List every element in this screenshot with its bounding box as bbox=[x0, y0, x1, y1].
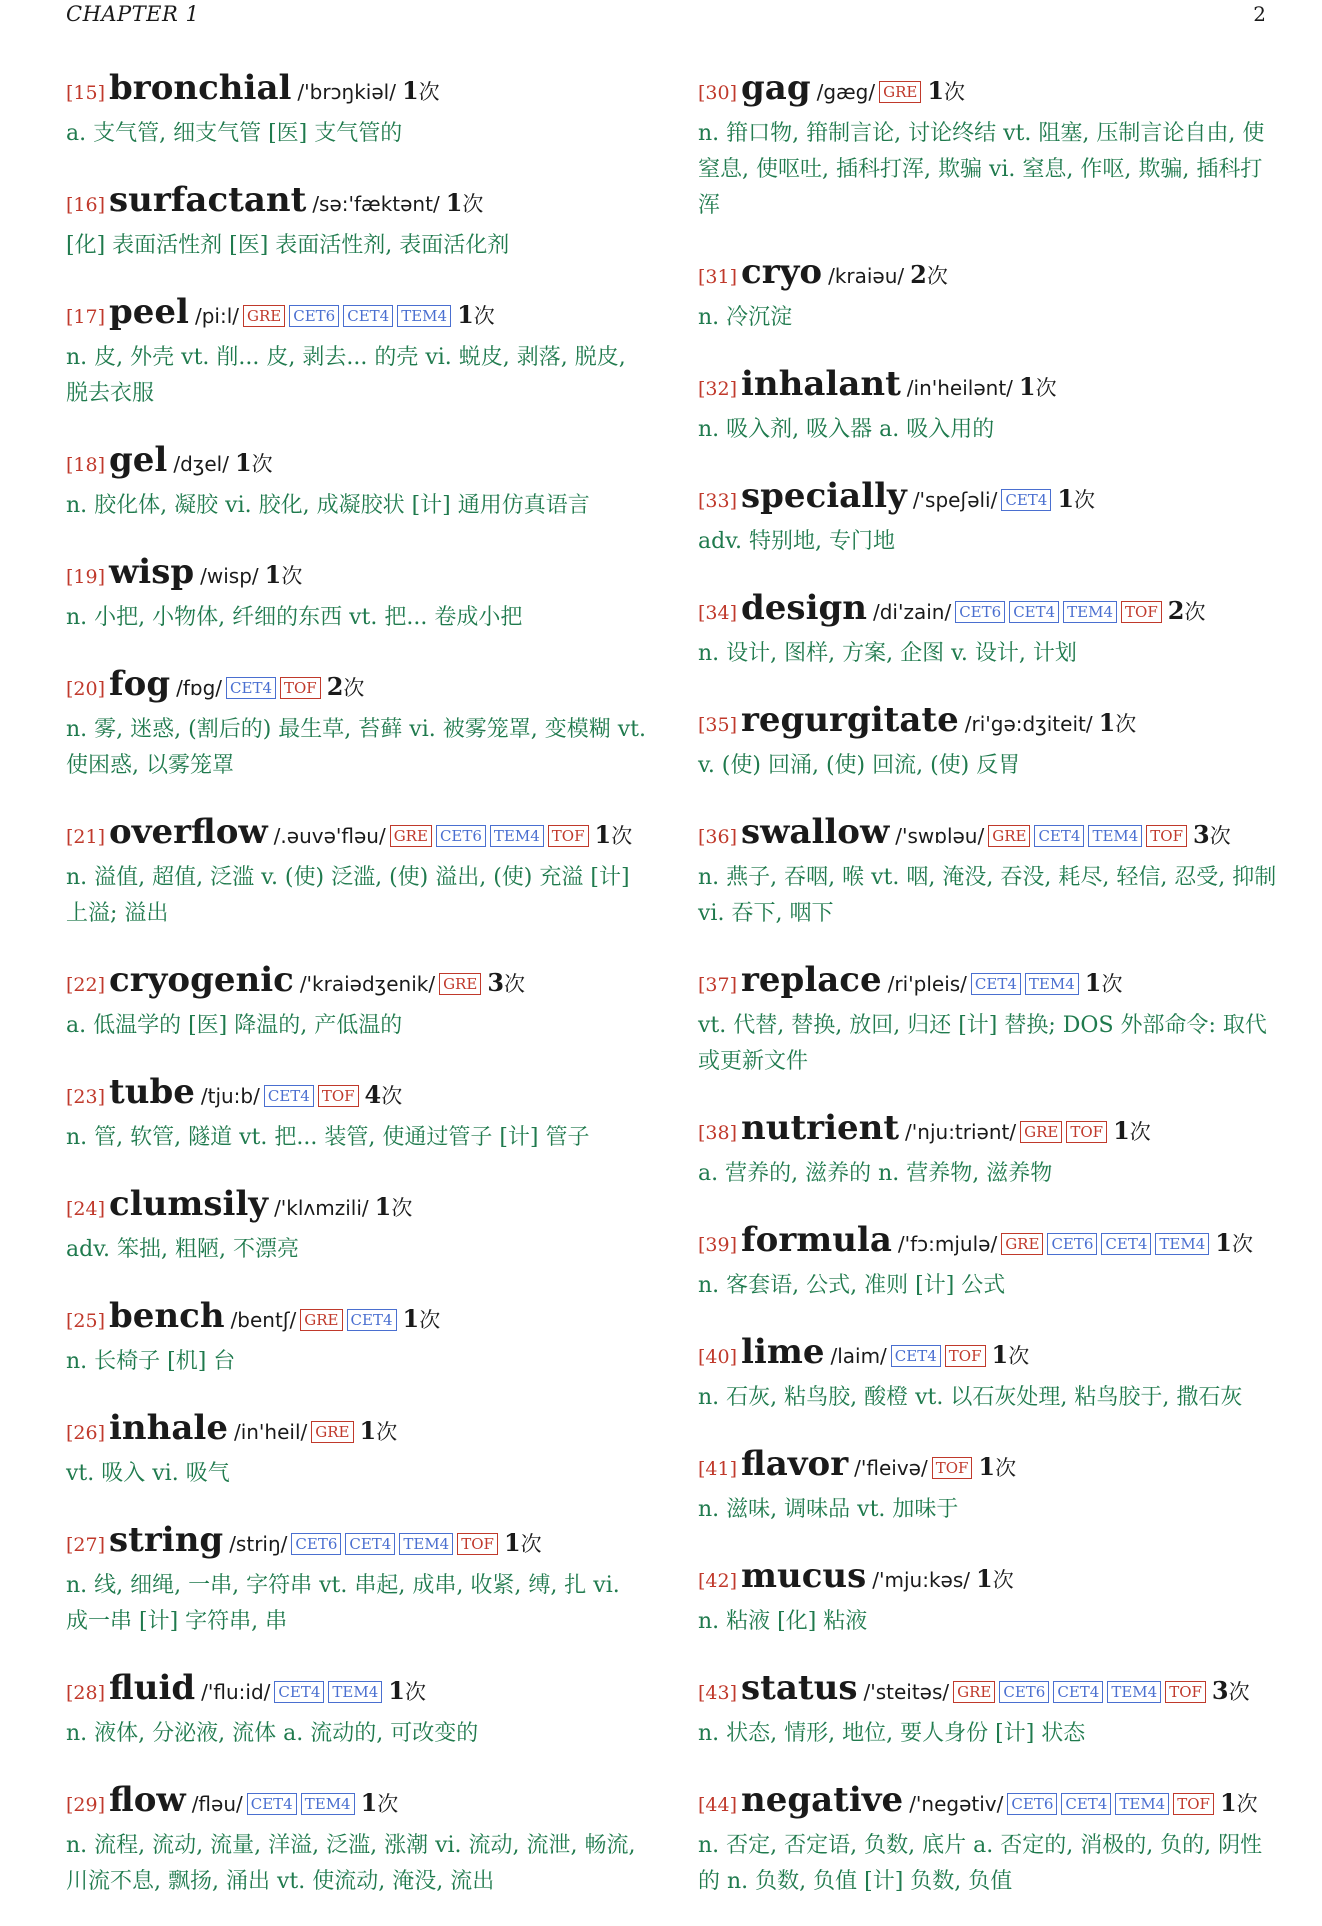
headword: tube bbox=[109, 1072, 195, 1112]
headword: flavor bbox=[741, 1444, 849, 1484]
headword: gag bbox=[741, 68, 811, 108]
headword: negative bbox=[741, 1780, 904, 1820]
exam-tag-tof: TOF bbox=[318, 1085, 359, 1107]
exam-tag-tof: TOF bbox=[932, 1457, 973, 1479]
entry-index: [41] bbox=[698, 1458, 738, 1480]
definition: n. 流程, 流动, 流量, 洋溢, 泛滥, 涨潮 vi. 流动, 流泄, 畅流, 川流不息, 飘扬, 涌出 vt. 使流动, 淹没, 流出 bbox=[66, 1833, 636, 1894]
vocab-entry bbox=[698, 474, 1278, 560]
entry-index: [42] bbox=[698, 1570, 738, 1592]
count-unit: 次 bbox=[391, 1196, 413, 1220]
entry-index: [19] bbox=[66, 566, 106, 588]
exam-tag-cet4: CET4 bbox=[1053, 1681, 1103, 1703]
exam-tag-gre: GRE bbox=[879, 81, 921, 103]
vocab-entry bbox=[698, 1106, 1278, 1192]
count-unit: 次 bbox=[520, 1532, 542, 1556]
exam-tag-cet6: CET6 bbox=[999, 1681, 1049, 1703]
pronunciation: /'swɒləu/ bbox=[895, 824, 985, 848]
definition: vt. 吸入 vi. 吸气 bbox=[66, 1461, 230, 1486]
pronunciation: /di'zain/ bbox=[872, 600, 952, 624]
pronunciation: /'flu:id/ bbox=[201, 1680, 271, 1704]
definition: n. 滋味, 调味品 vt. 加味于 bbox=[698, 1497, 959, 1522]
headword-line bbox=[698, 250, 1278, 300]
entry-index: [35] bbox=[698, 714, 738, 736]
page-header bbox=[66, 2, 1266, 28]
exam-tag-tem4: TEM4 bbox=[1063, 601, 1117, 623]
occurrence-count: 1 bbox=[402, 1304, 420, 1333]
vocab-entry bbox=[698, 66, 1278, 224]
occurrence-count: 1 bbox=[360, 1788, 378, 1817]
entry-index: [17] bbox=[66, 306, 106, 328]
entry-index: [25] bbox=[66, 1310, 106, 1332]
vocab-entry bbox=[66, 550, 646, 636]
pronunciation: /'fleivə/ bbox=[854, 1456, 928, 1480]
vocab-entry bbox=[66, 810, 646, 932]
occurrence-count: 1 bbox=[1084, 968, 1102, 997]
exam-tag-tof: TOF bbox=[457, 1533, 498, 1555]
headword: fog bbox=[109, 664, 171, 704]
left-column bbox=[66, 66, 646, 1926]
definition: n. 燕子, 吞咽, 喉 vt. 咽, 淹没, 吞没, 耗尽, 轻信, 忍受, 抑制 vi. 吞下, 咽下 bbox=[698, 865, 1277, 926]
count-unit: 次 bbox=[1236, 1792, 1258, 1816]
entry-index: [31] bbox=[698, 266, 738, 288]
headword-line bbox=[698, 810, 1278, 860]
count-unit: 次 bbox=[281, 564, 303, 588]
page-number: 2 bbox=[1253, 2, 1266, 26]
headword-line bbox=[66, 1666, 646, 1716]
occurrence-count: 1 bbox=[978, 1452, 996, 1481]
entry-index: [23] bbox=[66, 1086, 106, 1108]
occurrence-count: 1 bbox=[1219, 1788, 1237, 1817]
exam-tag-gre: GRE bbox=[390, 825, 432, 847]
occurrence-count: 1 bbox=[401, 76, 419, 105]
pronunciation: /ri'gə:dʒiteit/ bbox=[964, 712, 1093, 736]
exam-tag-cet4: CET4 bbox=[1101, 1233, 1151, 1255]
definition: adv. 特别地, 专门地 bbox=[698, 529, 895, 554]
definition: n. 溢值, 超值, 泛滥 v. (使) 泛滥, (使) 溢出, (使) 充溢 [计] 上溢; 溢出 bbox=[66, 865, 630, 926]
pronunciation: /'brɔŋkiəl/ bbox=[297, 80, 396, 104]
occurrence-count: 1 bbox=[1018, 372, 1036, 401]
exam-tag-cet4: CET4 bbox=[247, 1793, 297, 1815]
pronunciation: /'mju:kəs/ bbox=[872, 1568, 971, 1592]
exam-tag-cet6: CET6 bbox=[289, 305, 339, 327]
entry-index: [32] bbox=[698, 378, 738, 400]
exam-tag-tem4: TEM4 bbox=[1107, 1681, 1161, 1703]
occurrence-count: 2 bbox=[326, 672, 344, 701]
vocab-entry bbox=[698, 1330, 1278, 1416]
entry-index: [33] bbox=[698, 490, 738, 512]
entry-index: [22] bbox=[66, 974, 106, 996]
headword: lime bbox=[741, 1332, 825, 1372]
pronunciation: /'speʃəli/ bbox=[912, 488, 998, 512]
entry-index: [44] bbox=[698, 1794, 738, 1816]
vocab-entry bbox=[66, 1666, 646, 1752]
definition: n. 小把, 小物体, 纤细的东西 vt. 把... 卷成小把 bbox=[66, 605, 523, 630]
headword: bench bbox=[109, 1296, 225, 1336]
vocab-entry bbox=[698, 698, 1278, 784]
entry-index: [27] bbox=[66, 1534, 106, 1556]
headword-line bbox=[66, 1182, 646, 1232]
headword: specially bbox=[741, 476, 907, 516]
count-unit: 次 bbox=[473, 304, 495, 328]
count-unit: 次 bbox=[377, 1792, 399, 1816]
pronunciation: /laim/ bbox=[830, 1344, 887, 1368]
vocab-entry bbox=[66, 1778, 646, 1900]
count-unit: 次 bbox=[1184, 600, 1206, 624]
exam-tag-cet4: CET4 bbox=[1034, 825, 1084, 847]
exam-tag-cet4: CET4 bbox=[264, 1085, 314, 1107]
headword-line bbox=[698, 1666, 1278, 1716]
count-unit: 次 bbox=[926, 264, 948, 288]
occurrence-count: 1 bbox=[234, 448, 252, 477]
headword: fluid bbox=[109, 1668, 196, 1708]
exam-tag-tem4: TEM4 bbox=[397, 305, 451, 327]
headword: surfactant bbox=[109, 180, 307, 220]
occurrence-count: 1 bbox=[359, 1416, 377, 1445]
pronunciation: /'fɔ:mjulə/ bbox=[897, 1232, 998, 1256]
definition: n. 状态, 情形, 地位, 要人身份 [计] 状态 bbox=[698, 1721, 1086, 1746]
occurrence-count: 2 bbox=[910, 260, 927, 289]
headword-line bbox=[66, 550, 646, 600]
definition: a. 支气管, 细支气管 [医] 支气管的 bbox=[66, 121, 403, 146]
exam-tag-cet6: CET6 bbox=[1007, 1793, 1057, 1815]
pronunciation: /pi:l/ bbox=[194, 304, 239, 328]
exam-tag-gre: GRE bbox=[243, 305, 285, 327]
entry-index: [26] bbox=[66, 1422, 106, 1444]
pronunciation: /in'heil/ bbox=[233, 1420, 308, 1444]
pronunciation: /'klʌmzili/ bbox=[274, 1196, 369, 1220]
exam-tag-gre: GRE bbox=[988, 825, 1030, 847]
headword-line bbox=[66, 178, 646, 228]
definition: n. 长椅子 [机] 台 bbox=[66, 1349, 236, 1374]
definition: n. 箝口物, 箝制言论, 讨论终结 vt. 阻塞, 压制言论自由, 使窒息, 使呕吐, 插科打浑, 欺骗 vi. 窒息, 作呕, 欺骗, 插科打浑 bbox=[698, 121, 1265, 218]
pronunciation: /'steitəs/ bbox=[863, 1680, 950, 1704]
vocab-entry bbox=[66, 438, 646, 524]
count-unit: 次 bbox=[992, 1568, 1014, 1592]
exam-tag-gre: GRE bbox=[300, 1309, 342, 1331]
headword-line bbox=[66, 1778, 646, 1828]
count-unit: 次 bbox=[1008, 1344, 1030, 1368]
pronunciation: /gæg/ bbox=[816, 80, 876, 104]
headword-line bbox=[698, 1218, 1278, 1268]
definition: v. (使) 回涌, (使) 回流, (使) 反胃 bbox=[698, 753, 1021, 778]
exam-tag-gre: GRE bbox=[1001, 1233, 1043, 1255]
exam-tag-cet4: CET4 bbox=[226, 677, 276, 699]
vocab-entry bbox=[66, 66, 646, 152]
count-unit: 次 bbox=[376, 1420, 398, 1444]
exam-tag-tof: TOF bbox=[945, 1345, 986, 1367]
definition: n. 否定, 否定语, 负数, 底片 a. 否定的, 消极的, 负的, 阴性的 n. 负数, 负值 [计] 负数, 负值 bbox=[698, 1833, 1263, 1894]
entry-index: [16] bbox=[66, 194, 106, 216]
headword: inhale bbox=[109, 1408, 228, 1448]
count-unit: 次 bbox=[404, 1680, 426, 1704]
occurrence-count: 1 bbox=[1057, 484, 1075, 513]
exam-tag-gre: GRE bbox=[439, 973, 481, 995]
headword-line bbox=[698, 698, 1278, 748]
headword-line bbox=[698, 958, 1278, 1008]
count-unit: 次 bbox=[381, 1084, 403, 1108]
definition: n. 管, 软管, 隧道 vt. 把... 装管, 使通过管子 [计] 管子 bbox=[66, 1125, 590, 1150]
count-unit: 次 bbox=[1231, 1232, 1253, 1256]
count-unit: 次 bbox=[944, 80, 966, 104]
vocab-entry bbox=[698, 586, 1278, 672]
headword-line bbox=[698, 1330, 1278, 1380]
exam-tag-tem4: TEM4 bbox=[1088, 825, 1142, 847]
headword-line bbox=[66, 958, 646, 1008]
occurrence-count: 1 bbox=[976, 1564, 993, 1593]
entry-index: [18] bbox=[66, 454, 106, 476]
definition: vt. 代替, 替换, 放回, 归还 [计] 替换; DOS 外部命令: 取代或更新文件 bbox=[698, 1013, 1267, 1074]
right-column bbox=[698, 66, 1278, 1926]
pronunciation: /in'heilənt/ bbox=[906, 376, 1013, 400]
pronunciation: /fɒg/ bbox=[176, 676, 223, 700]
exam-tag-cet4: CET4 bbox=[1061, 1793, 1111, 1815]
headword-line bbox=[66, 290, 646, 340]
exam-tag-cet4: CET4 bbox=[343, 305, 393, 327]
exam-tag-cet6: CET6 bbox=[955, 601, 1005, 623]
occurrence-count: 1 bbox=[388, 1676, 405, 1705]
definition: n. 客套语, 公式, 准则 [计] 公式 bbox=[698, 1273, 1006, 1298]
headword: wisp bbox=[109, 552, 195, 592]
headword-line bbox=[698, 1442, 1278, 1492]
vocab-entry bbox=[698, 1218, 1278, 1304]
exam-tag-tem4: TEM4 bbox=[490, 825, 544, 847]
pronunciation: /'kraiədʒenik/ bbox=[299, 972, 436, 996]
headword: cryo bbox=[741, 252, 823, 292]
vocab-entry bbox=[698, 958, 1278, 1080]
definition: n. 皮, 外壳 vt. 削... 皮, 剥去... 的壳 vi. 蜕皮, 剥落, 脱皮, 脱去衣服 bbox=[66, 345, 626, 406]
pronunciation: /striŋ/ bbox=[229, 1532, 288, 1556]
definition: n. 设计, 图样, 方案, 企图 v. 设计, 计划 bbox=[698, 641, 1077, 666]
definition: n. 粘液 [化] 粘液 bbox=[698, 1609, 868, 1634]
headword: peel bbox=[109, 292, 189, 332]
headword-line bbox=[66, 1406, 646, 1456]
exam-tag-cet4: CET4 bbox=[1001, 489, 1051, 511]
vocab-entry bbox=[698, 1778, 1278, 1900]
exam-tag-cet6: CET6 bbox=[1047, 1233, 1097, 1255]
chapter-title: CHAPTER 1 bbox=[66, 2, 200, 26]
count-unit: 次 bbox=[1035, 376, 1057, 400]
pronunciation: /bentʃ/ bbox=[230, 1308, 297, 1332]
occurrence-count: 1 bbox=[445, 188, 463, 217]
exam-tag-tof: TOF bbox=[1173, 1793, 1214, 1815]
pronunciation: /.əuvə'fləu/ bbox=[273, 824, 386, 848]
vocab-entry bbox=[66, 1294, 646, 1380]
occurrence-count: 3 bbox=[1211, 1676, 1229, 1705]
count-unit: 次 bbox=[343, 676, 365, 700]
exam-tag-tof: TOF bbox=[1165, 1681, 1206, 1703]
occurrence-count: 1 bbox=[1113, 1116, 1130, 1145]
definition: n. 雾, 迷惑, (割后的) 最生草, 苔藓 vi. 被雾笼罩, 变模糊 vt. 使困惑, 以雾笼罩 bbox=[66, 717, 646, 778]
definition: [化] 表面活性剂 [医] 表面活性剂, 表面活化剂 bbox=[66, 233, 510, 258]
headword-line bbox=[698, 1554, 1278, 1604]
occurrence-count: 1 bbox=[374, 1192, 392, 1221]
entry-index: [21] bbox=[66, 826, 106, 848]
exam-tag-tem4: TEM4 bbox=[399, 1533, 453, 1555]
count-unit: 次 bbox=[611, 824, 633, 848]
occurrence-count: 4 bbox=[364, 1080, 382, 1109]
exam-tag-cet4: CET4 bbox=[347, 1309, 397, 1331]
headword: gel bbox=[109, 440, 168, 480]
entry-index: [28] bbox=[66, 1682, 106, 1704]
vocab-entry bbox=[66, 1406, 646, 1492]
vocab-entry bbox=[66, 178, 646, 264]
exam-tag-gre: GRE bbox=[311, 1421, 353, 1443]
occurrence-count: 1 bbox=[503, 1528, 521, 1557]
vocab-entry bbox=[698, 250, 1278, 336]
headword: cryogenic bbox=[109, 960, 294, 1000]
entry-index: [29] bbox=[66, 1794, 106, 1816]
count-unit: 次 bbox=[1209, 824, 1231, 848]
entry-index: [38] bbox=[698, 1122, 738, 1144]
entry-index: [39] bbox=[698, 1234, 738, 1256]
headword: status bbox=[741, 1668, 858, 1708]
count-unit: 次 bbox=[995, 1456, 1017, 1480]
headword-line bbox=[66, 662, 646, 712]
count-unit: 次 bbox=[418, 80, 440, 104]
exam-tag-gre: GRE bbox=[1020, 1121, 1062, 1143]
pronunciation: /kraiəu/ bbox=[828, 264, 905, 288]
count-unit: 次 bbox=[504, 972, 526, 996]
exam-tag-tof: TOF bbox=[548, 825, 589, 847]
pronunciation: /'nju:triənt/ bbox=[905, 1120, 1017, 1144]
exam-tag-cet4: CET4 bbox=[274, 1681, 324, 1703]
exam-tag-tem4: TEM4 bbox=[1025, 973, 1079, 995]
entry-index: [34] bbox=[698, 602, 738, 624]
occurrence-count: 3 bbox=[1193, 820, 1210, 849]
exam-tag-tem4: TEM4 bbox=[301, 1793, 355, 1815]
count-unit: 次 bbox=[251, 452, 273, 476]
headword: regurgitate bbox=[741, 700, 959, 740]
vocab-entry bbox=[698, 810, 1278, 932]
exam-tag-cet4: CET4 bbox=[1009, 601, 1059, 623]
definition: n. 冷沉淀 bbox=[698, 305, 793, 330]
vocab-entry bbox=[698, 1442, 1278, 1528]
headword-line bbox=[698, 66, 1278, 116]
entry-index: [15] bbox=[66, 82, 106, 104]
headword: flow bbox=[109, 1780, 186, 1820]
headword-line bbox=[698, 474, 1278, 524]
exam-tag-tem4: TEM4 bbox=[1155, 1233, 1209, 1255]
exam-tag-cet6: CET6 bbox=[436, 825, 486, 847]
headword-line bbox=[698, 1106, 1278, 1156]
vocab-entry bbox=[66, 662, 646, 784]
headword: formula bbox=[741, 1220, 892, 1260]
pronunciation: /dʒel/ bbox=[173, 452, 229, 476]
headword: design bbox=[741, 588, 867, 628]
pronunciation: /tju:b/ bbox=[200, 1084, 260, 1108]
headword: mucus bbox=[741, 1556, 867, 1596]
exam-tag-tem4: TEM4 bbox=[328, 1681, 382, 1703]
headword: inhalant bbox=[741, 364, 901, 404]
headword-line bbox=[66, 1070, 646, 1120]
definition: n. 液体, 分泌液, 流体 a. 流动的, 可改变的 bbox=[66, 1721, 479, 1746]
exam-tag-tof: TOF bbox=[1146, 825, 1187, 847]
pronunciation: /wisp/ bbox=[200, 564, 259, 588]
occurrence-count: 2 bbox=[1167, 596, 1185, 625]
entry-index: [37] bbox=[698, 974, 738, 996]
count-unit: 次 bbox=[419, 1308, 441, 1332]
pronunciation: /ri'pleis/ bbox=[887, 972, 967, 996]
definition: n. 吸入剂, 吸入器 a. 吸入用的 bbox=[698, 417, 995, 442]
occurrence-count: 1 bbox=[1215, 1228, 1232, 1257]
definition: n. 胶化体, 凝胶 vi. 胶化, 成凝胶状 [计] 通用仿真语言 bbox=[66, 493, 590, 518]
vocab-entry bbox=[698, 1554, 1278, 1640]
count-unit: 次 bbox=[1115, 712, 1137, 736]
exam-tag-tem4: TEM4 bbox=[1115, 1793, 1169, 1815]
occurrence-count: 1 bbox=[991, 1340, 1009, 1369]
entry-index: [40] bbox=[698, 1346, 738, 1368]
vocab-entry bbox=[66, 1182, 646, 1268]
pronunciation: /sə:'fæktənt/ bbox=[312, 192, 440, 216]
headword-line bbox=[698, 586, 1278, 636]
headword-line bbox=[66, 810, 646, 860]
occurrence-count: 1 bbox=[1098, 708, 1116, 737]
count-unit: 次 bbox=[462, 192, 484, 216]
occurrence-count: 1 bbox=[594, 820, 612, 849]
exam-tag-cet4: CET4 bbox=[891, 1345, 941, 1367]
definition: n. 线, 细绳, 一串, 字符串 vt. 串起, 成串, 收紧, 缚, 扎 vi. 成一串 [计] 字符串, 串 bbox=[66, 1573, 620, 1634]
count-unit: 次 bbox=[1101, 972, 1123, 996]
entry-index: [30] bbox=[698, 82, 738, 104]
headword: swallow bbox=[741, 812, 890, 852]
headword-line bbox=[698, 362, 1278, 412]
count-unit: 次 bbox=[1074, 488, 1096, 512]
occurrence-count: 3 bbox=[487, 968, 505, 997]
headword: replace bbox=[741, 960, 882, 1000]
headword: clumsily bbox=[109, 1184, 269, 1224]
exam-tag-cet4: CET4 bbox=[971, 973, 1021, 995]
definition: a. 营养的, 滋养的 n. 营养物, 滋养物 bbox=[698, 1161, 1053, 1186]
vocab-entry bbox=[66, 1518, 646, 1640]
entry-index: [43] bbox=[698, 1682, 738, 1704]
definition: n. 石灰, 粘鸟胶, 酸橙 vt. 以石灰处理, 粘鸟胶于, 撒石灰 bbox=[698, 1385, 1243, 1410]
exam-tag-tof: TOF bbox=[1066, 1121, 1107, 1143]
headword: overflow bbox=[109, 812, 268, 852]
entry-index: [20] bbox=[66, 678, 106, 700]
headword: string bbox=[109, 1520, 224, 1560]
definition: adv. 笨拙, 粗陋, 不漂亮 bbox=[66, 1237, 299, 1262]
headword-line bbox=[66, 1294, 646, 1344]
headword-line bbox=[698, 1778, 1278, 1828]
exam-tag-tof: TOF bbox=[280, 677, 321, 699]
exam-tag-gre: GRE bbox=[953, 1681, 995, 1703]
pronunciation: /fləu/ bbox=[191, 1792, 243, 1816]
vocab-entry bbox=[66, 958, 646, 1044]
headword-line bbox=[66, 1518, 646, 1568]
vocab-entry bbox=[698, 1666, 1278, 1752]
pronunciation: /'negətiv/ bbox=[909, 1792, 1004, 1816]
occurrence-count: 1 bbox=[927, 76, 945, 105]
entry-index: [36] bbox=[698, 826, 738, 848]
count-unit: 次 bbox=[1129, 1120, 1151, 1144]
vocab-entry bbox=[698, 362, 1278, 448]
exam-tag-cet6: CET6 bbox=[291, 1533, 341, 1555]
count-unit: 次 bbox=[1228, 1680, 1250, 1704]
exam-tag-tof: TOF bbox=[1121, 601, 1162, 623]
vocab-entry bbox=[66, 290, 646, 412]
exam-tag-cet4: CET4 bbox=[345, 1533, 395, 1555]
definition: a. 低温学的 [医] 降温的, 产低温的 bbox=[66, 1013, 403, 1038]
occurrence-count: 1 bbox=[457, 300, 474, 329]
headword: nutrient bbox=[741, 1108, 900, 1148]
headword-line bbox=[66, 438, 646, 488]
headword: bronchial bbox=[109, 68, 292, 108]
headword-line bbox=[66, 66, 646, 116]
occurrence-count: 1 bbox=[264, 560, 282, 589]
vocab-entry bbox=[66, 1070, 646, 1156]
entry-index: [24] bbox=[66, 1198, 106, 1220]
